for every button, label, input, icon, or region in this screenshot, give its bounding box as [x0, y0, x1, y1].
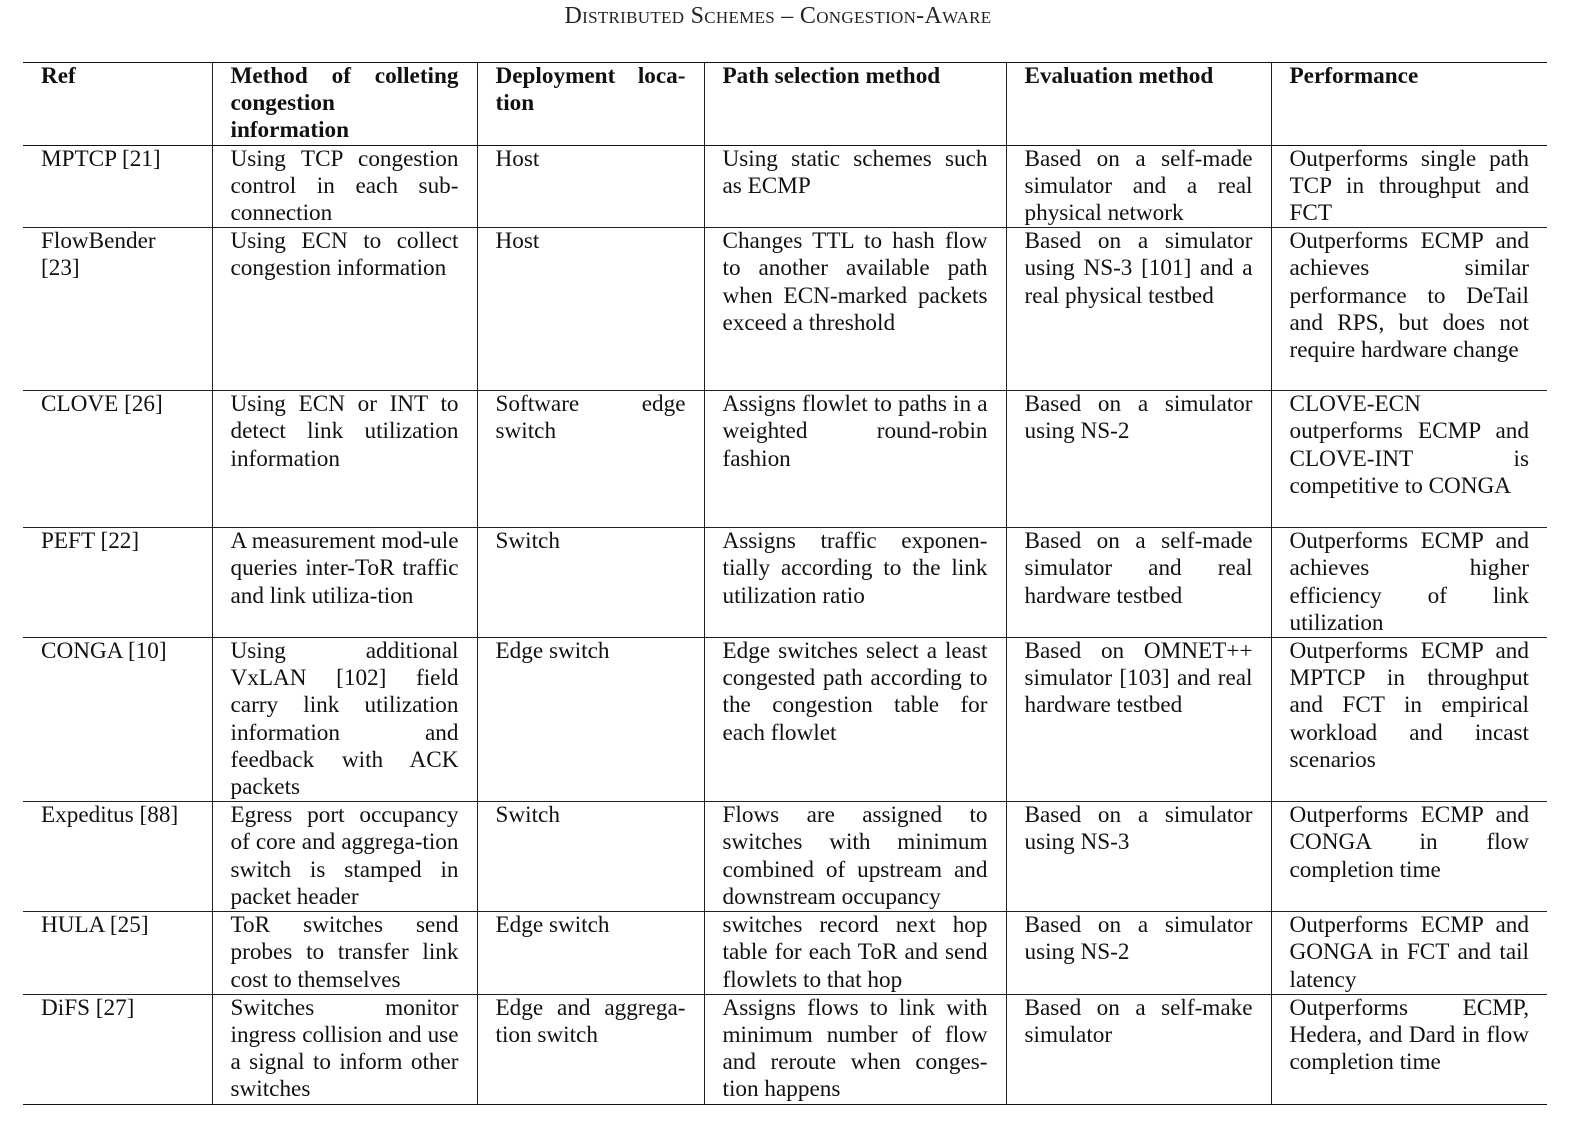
cell-method: Using ECN to collect congestion information — [212, 228, 477, 391]
cell-method: Using ECN or INT to detect link utilization information — [212, 391, 477, 528]
cell-ref: FlowBender [23] — [23, 228, 212, 391]
cell-method: Using additional VxLAN [102] field carry link utilization information and feedback with ACK packets — [212, 638, 477, 802]
header-performance: Performance — [1271, 63, 1547, 146]
cell-path-selection: Using static schemes such as ECMP — [704, 145, 1006, 228]
cell-performance: Outperforms single path TCP in throughput and FCT — [1271, 145, 1547, 228]
cell-performance: CLOVE-ECN outperforms ECMP and CLOVE-INT is competitive to CONGA — [1271, 391, 1547, 528]
cell-ref: HULA [25] — [23, 912, 212, 995]
table-body — [23, 145, 1547, 1104]
cell-evaluation: Based on a self-make simulator — [1006, 994, 1271, 1104]
cell-deployment: Edge and aggrega-tion switch — [477, 994, 704, 1104]
cell-deployment: Software edge switch — [477, 391, 704, 528]
cell-ref: MPTCP [21] — [23, 145, 212, 228]
table-row — [23, 994, 1547, 1104]
cell-evaluation: Based on a self-made simulator and real hardware testbed — [1006, 528, 1271, 638]
cell-performance: Outperforms ECMP, Hedera, and Dard in flow completion time — [1271, 994, 1547, 1104]
cell-ref: CONGA [10] — [23, 638, 212, 802]
congestion-aware-schemes-table — [23, 62, 1547, 1105]
table-row — [23, 145, 1547, 228]
cell-performance: Outperforms ECMP and CONGA in flow completion time — [1271, 802, 1547, 912]
cell-path-selection: Assigns flowlet to paths in a weighted round-robin fashion — [704, 391, 1006, 528]
table-row — [23, 638, 1547, 802]
header-path-selection: Path selection method — [704, 63, 1006, 146]
cell-performance: Outperforms ECMP and GONGA in FCT and tail latency — [1271, 912, 1547, 995]
cell-evaluation: Based on a simulator using NS-3 — [1006, 802, 1271, 912]
cell-method: Egress port occupancy of core and aggrega-tion switch is stamped in packet header — [212, 802, 477, 912]
cell-performance: Outperforms ECMP and achieves higher efficiency of link utilization — [1271, 528, 1547, 638]
cell-performance: Outperforms ECMP and achieves similar performance to DeTail and RPS, but does not require hardware change — [1271, 228, 1547, 391]
cell-path-selection: switches record next hop table for each ToR and send flowlets to that hop — [704, 912, 1006, 995]
table-row — [23, 528, 1547, 638]
header-method-text: Method of colleting congestion information — [230, 63, 459, 144]
header-method — [212, 63, 477, 146]
cell-method: A measurement mod-ule queries inter-ToR traffic and link utiliza-tion — [212, 528, 477, 638]
cell-deployment: Switch — [477, 802, 704, 912]
table-row — [23, 228, 1547, 391]
cell-evaluation: Based on a simulator using NS-2 — [1006, 912, 1271, 995]
cell-method: ToR switches send probes to transfer link cost to themselves — [212, 912, 477, 995]
cell-path-selection: Flows are assigned to switches with minimum combined of upstream and downstream occupancy — [704, 802, 1006, 912]
header-ref: Ref — [23, 63, 212, 146]
cell-ref: PEFT [22] — [23, 528, 212, 638]
cell-deployment: Edge switch — [477, 638, 704, 802]
cell-ref: DiFS [27] — [23, 994, 212, 1104]
header-evaluation: Evaluation method — [1006, 63, 1271, 146]
table-caption: Distributed Schemes – Congestion-Aware — [564, 3, 992, 29]
cell-path-selection: Edge switches select a least congested path according to the congestion table for each flowlet — [704, 638, 1006, 802]
table-row — [23, 912, 1547, 995]
cell-evaluation: Based on a simulator using NS-2 — [1006, 391, 1271, 528]
cell-deployment: Switch — [477, 528, 704, 638]
cell-evaluation: Based on OMNET++ simulator [103] and real hardware testbed — [1006, 638, 1271, 802]
cell-deployment: Host — [477, 145, 704, 228]
header-deployment — [477, 63, 704, 146]
cell-ref: Expeditus [88] — [23, 802, 212, 912]
cell-ref: CLOVE [26] — [23, 391, 212, 528]
table-row — [23, 802, 1547, 912]
cell-path-selection: Assigns traffic exponen-tially according to the link utilization ratio — [704, 528, 1006, 638]
cell-path-selection: Assigns flows to link with minimum number of flow and reroute when conges-tion happens — [704, 994, 1006, 1104]
header-deployment-text: Deployment loca-tion — [495, 63, 686, 117]
table-row — [23, 391, 1547, 528]
cell-deployment: Edge switch — [477, 912, 704, 995]
cell-method: Using TCP congestion control in each sub-connection — [212, 145, 477, 228]
table-header-row — [23, 63, 1547, 146]
cell-performance: Outperforms ECMP and MPTCP in throughput and FCT in empirical workload and incast scenarios — [1271, 638, 1547, 802]
cell-path-selection: Changes TTL to hash flow to another available path when ECN-marked packets exceed a threshold — [704, 228, 1006, 391]
cell-deployment: Host — [477, 228, 704, 391]
cell-method: Switches monitor ingress collision and use a signal to inform other switches — [212, 994, 477, 1104]
cell-evaluation: Based on a self-made simulator and a real physical network — [1006, 145, 1271, 228]
cell-evaluation: Based on a simulator using NS-3 [101] and a real physical testbed — [1006, 228, 1271, 391]
